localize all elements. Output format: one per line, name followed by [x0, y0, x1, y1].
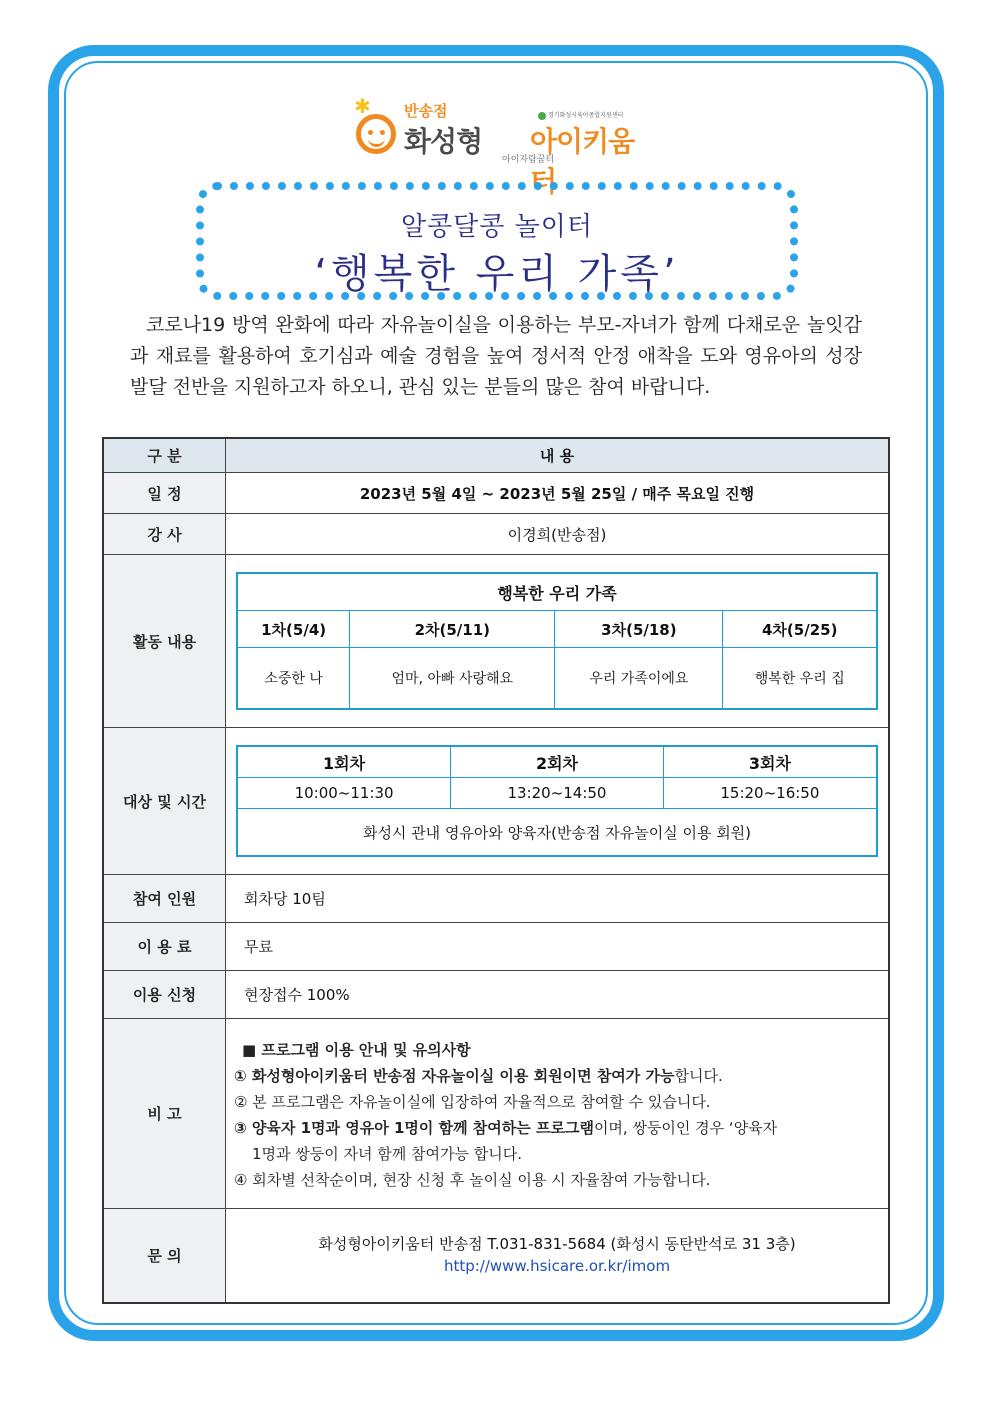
schedule-label: 일 정 [103, 473, 226, 514]
header-category: 구 분 [103, 438, 226, 473]
session-round: 3회차 [663, 746, 877, 778]
note-item [234, 1063, 880, 1089]
contact-url-link[interactable]: http://www.hsicare.or.kr/imom [443, 1257, 671, 1276]
contact-info: 화성형아이키움터 반송점 T.031-831-5684 (화성시 동탄반석로 31 3층) [318, 1235, 796, 1254]
org-logo [538, 110, 623, 120]
org-mark-icon [538, 112, 546, 120]
session-times-row [237, 778, 877, 809]
participants-value: 회차당 10팀 [226, 875, 890, 923]
activity-round: 3차(5/18) [555, 611, 723, 648]
activity-row [103, 555, 889, 728]
logo-sub: 아이자람꿈터 [502, 155, 555, 165]
note-item-continued: 1명과 쌍둥이 자녀 함께 참여가능 합니다. [252, 1144, 522, 1163]
instructor-value: 이경희(반송점) [226, 514, 890, 555]
participants-row [103, 875, 889, 923]
activity-topic: 행복한 우리 집 [723, 648, 877, 710]
note-item: ④ 회차별 선착순이며, 현장 신청 후 놀이실 이용 시 자율참여 가능합니다. [234, 1170, 711, 1189]
target-label: 대상 및 시간 [103, 728, 226, 875]
note-item [234, 1115, 880, 1141]
notes-label: 비 고 [103, 1019, 226, 1209]
center-logo [352, 94, 642, 198]
activity-title-row [237, 573, 877, 611]
contact-cell [226, 1209, 890, 1303]
target-who: 화성시 관내 영유아와 양육자(반송점 자유놀이실 이용 회원) [237, 809, 877, 857]
title-box [196, 182, 798, 300]
target-table [236, 745, 878, 857]
notes-cell [226, 1019, 890, 1209]
apply-label: 이용 신청 [103, 971, 226, 1019]
logo-branch: 반송점 [404, 102, 448, 120]
title-main: ‘행복한 우리 가족’ [314, 251, 680, 297]
activity-topics-row [237, 648, 877, 710]
intro-paragraph: 코로나19 방역 완화에 따라 자유놀이실을 이용하는 부모-자녀가 함께 다채로운 놀잇감과 재료를 활용하여 호기심과 예술 경험을 높여 정서적 안정 애착을 도와 영유아의 성장 발달 전반을 지원하고자 하오니, 관심 있는 분들의 많은 참여 바랍니다. [130, 314, 862, 398]
activity-rounds-row [237, 611, 877, 648]
logo-name-gray: 화성형 [404, 125, 483, 158]
contact-label: 문 의 [103, 1209, 226, 1303]
table-header-row [103, 438, 889, 473]
target-who-row [237, 809, 877, 857]
activity-table [236, 572, 878, 710]
header-content: 내 용 [226, 438, 890, 473]
session-time: 13:20~14:50 [451, 778, 664, 809]
contact-row [103, 1209, 889, 1303]
instructor-label: 강 사 [103, 514, 226, 555]
session-time: 15:20~16:50 [663, 778, 877, 809]
session-round: 1회차 [237, 746, 451, 778]
note-bold: ③ 양육자 1명과 영유아 1명이 함께 참여하는 프로그램 [234, 1118, 594, 1137]
schedule-value: 2023년 5월 4일 ~ 2023년 5월 25일 / 매주 목요일 진행 [226, 473, 890, 514]
instructor-row [103, 514, 889, 555]
session-time: 10:00~11:30 [237, 778, 451, 809]
notes-row [103, 1019, 889, 1209]
session-round: 2회차 [451, 746, 664, 778]
note-text: 합니다. [674, 1066, 723, 1085]
title-subtitle: 알콩달콩 놀이터 [400, 212, 594, 242]
session-rounds-row [237, 746, 877, 778]
star-icon: ✱ [354, 94, 371, 118]
apply-value: 현장접수 100% [226, 971, 890, 1019]
activity-label: 활동 내용 [103, 555, 226, 728]
target-cell [226, 728, 890, 875]
fee-value: 무료 [226, 923, 890, 971]
note-item: ② 본 프로그램은 자유놀이실에 입장하여 자율적으로 참여할 수 있습니다. [234, 1092, 711, 1111]
activity-round: 1차(5/4) [237, 611, 350, 648]
note-bold: ① 화성형아이키움터 반송점 자유놀이실 이용 회원이면 참여가 가능 [234, 1066, 675, 1085]
activity-topic: 엄마, 아빠 사랑해요 [350, 648, 555, 710]
apply-row [103, 971, 889, 1019]
participants-label: 참여 인원 [103, 875, 226, 923]
smiley-face-icon [356, 114, 396, 154]
activity-topic: 소중한 나 [237, 648, 350, 710]
fee-label: 이 용 료 [103, 923, 226, 971]
activity-round: 2차(5/11) [350, 611, 555, 648]
fee-row [103, 923, 889, 971]
activity-cell [226, 555, 890, 728]
logo-name-orange: 아이키움터 [530, 125, 635, 198]
schedule-row [103, 473, 889, 514]
org-name: 경기화성시육아종합지원센터 [548, 112, 624, 119]
notes-heading: ■ 프로그램 이용 안내 및 유의사항 [242, 1040, 471, 1059]
note-text: 이며, 쌍둥이인 경우 ‘양육자 [593, 1118, 778, 1137]
activity-round: 4차(5/25) [723, 611, 877, 648]
info-table [102, 437, 890, 1304]
activity-topic: 우리 가족이에요 [555, 648, 723, 710]
target-row [103, 728, 889, 875]
activity-title: 행복한 우리 가족 [237, 573, 877, 611]
